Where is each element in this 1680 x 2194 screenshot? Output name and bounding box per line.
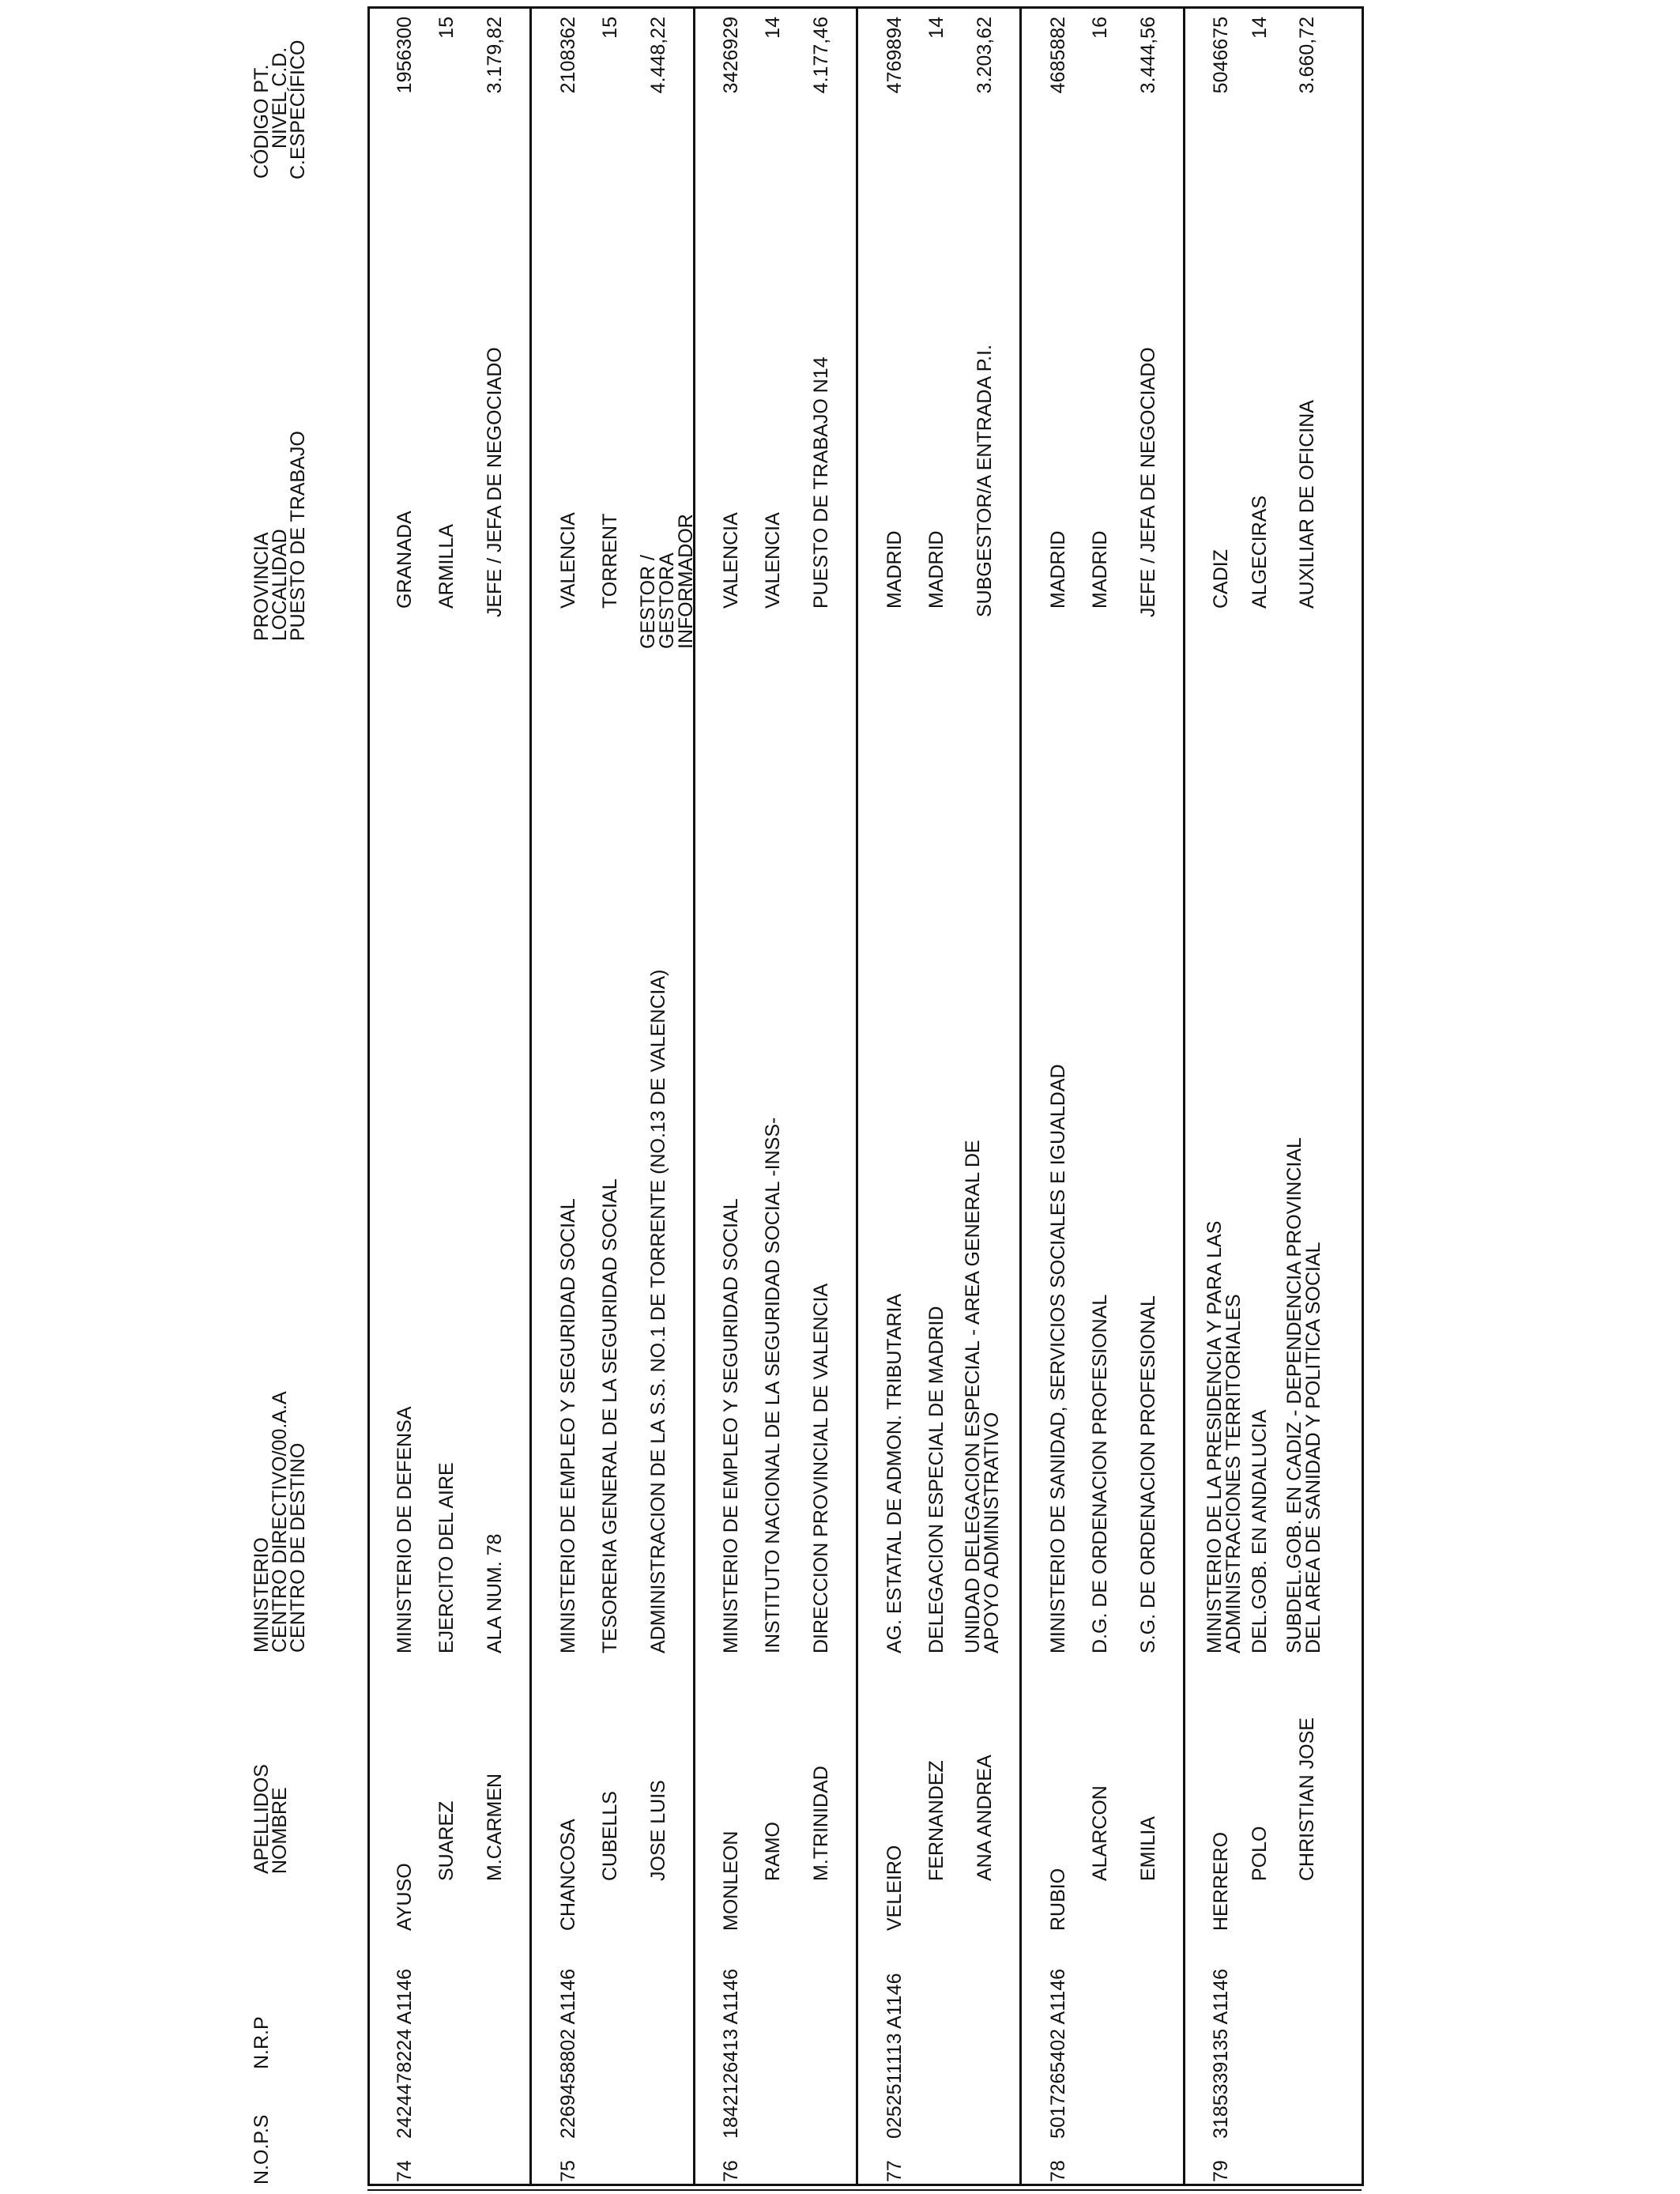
cell-nrp: 5017265402 A1146 bbox=[1047, 1968, 1069, 2139]
cell-centro-directivo: D.G. DE ORDENACION PROFESIONAL bbox=[1089, 1294, 1111, 1653]
cell-nivel: 14 bbox=[762, 17, 784, 39]
cell-puesto: GESTOR / GESTORA INFORMADOR bbox=[637, 514, 697, 649]
cell-nivel: 15 bbox=[599, 17, 621, 39]
cell-centro-destino: ADMINISTRACION DE LA S.S. NO.1 DE TORRENTE (NO.13 DE VALENCIA) bbox=[647, 969, 669, 1653]
cell-codigo: 5046675 bbox=[1210, 17, 1232, 94]
cell-codigo: 1956300 bbox=[394, 17, 416, 94]
header-nivel: NIVEL C.D. bbox=[269, 47, 291, 149]
cell-apellido1: MONLEON bbox=[720, 1830, 742, 1931]
cell-apellido1: AYUSO bbox=[394, 1863, 416, 1931]
cell-especifico: 3.444,56 bbox=[1137, 17, 1159, 94]
cell-codigo: 4685882 bbox=[1047, 17, 1069, 94]
cell-codigo: 2108362 bbox=[557, 17, 579, 94]
cell-puesto: PUESTO DE TRABAJO N14 bbox=[810, 356, 832, 609]
row-divider bbox=[1019, 9, 1022, 2186]
cell-nombre: EMILIA bbox=[1137, 1816, 1159, 1881]
cell-nivel: 16 bbox=[1089, 17, 1111, 39]
cell-nops: 75 bbox=[557, 2160, 579, 2182]
cell-puesto: SUBGESTOR/A ENTRADA P.I. bbox=[974, 344, 996, 617]
table-left-edge bbox=[367, 2189, 1362, 2191]
cell-localidad: ALGECIRAS bbox=[1249, 495, 1271, 609]
cell-nrp: 0252511113 A1146 bbox=[883, 1973, 906, 2139]
cell-nrp: 2424478224 A1146 bbox=[394, 1968, 416, 2139]
cell-localidad: MADRID bbox=[925, 530, 947, 609]
cell-nrp: 1842126413 A1146 bbox=[720, 1968, 742, 2139]
cell-nivel: 14 bbox=[1249, 17, 1271, 39]
cell-nombre: JOSE LUIS bbox=[647, 1780, 669, 1881]
header-apellidos: APELLIDOS bbox=[250, 1764, 273, 1874]
cell-centro-directivo: DEL.GOB. EN ANDALUCIA bbox=[1249, 1409, 1271, 1653]
cell-ministerio: MINISTERIO DE EMPLEO Y SEGURIDAD SOCIAL bbox=[557, 1198, 579, 1653]
cell-centro-destino: S.G. DE ORDENACION PROFESIONAL bbox=[1137, 1295, 1159, 1653]
cell-apellido1: HERRERO bbox=[1210, 1831, 1232, 1931]
cell-nops: 77 bbox=[883, 2160, 906, 2182]
header-especifico: C.ESPECÍFICO bbox=[287, 40, 309, 179]
header-nrp: N.R.P bbox=[250, 2016, 273, 2069]
cell-apellido2: RAMO bbox=[762, 1822, 784, 1881]
cell-centro-directivo: DELEGACION ESPECIAL DE MADRID bbox=[925, 1306, 947, 1653]
cell-nrp: 2269458802 A1146 bbox=[557, 1968, 579, 2139]
header-centro-directivo: CENTRO DIRECTIVO/00.A.A bbox=[269, 1391, 291, 1653]
cell-apellido1: RUBIO bbox=[1047, 1868, 1069, 1931]
header-ministerio: MINISTERIO bbox=[250, 1537, 273, 1653]
cell-provincia: VALENCIA bbox=[720, 512, 742, 609]
cell-especifico: 4.177,46 bbox=[810, 17, 832, 94]
header-puesto: PUESTO DE TRABAJO bbox=[287, 431, 309, 641]
cell-centro-destino: UNIDAD DELEGACION ESPECIAL - AREA GENERAL DE APOYO ADMINISTRATIVO bbox=[962, 1140, 1003, 1653]
cell-nops: 79 bbox=[1210, 2160, 1232, 2182]
cell-centro-destino: SUBDEL.GOB. EN CADIZ - DEPENDENCIA PROVINCIAL DEL AREA DE SANIDAD Y POLITICA SOCIAL bbox=[1283, 1138, 1324, 1653]
cell-nombre: CHRISTIAN JOSE bbox=[1296, 1717, 1318, 1881]
row-divider bbox=[1183, 9, 1185, 2186]
header-provincia: PROVINCIA bbox=[250, 532, 273, 641]
cell-ministerio: AG. ESTATAL DE ADMON. TRIBUTARIA bbox=[883, 1293, 906, 1653]
cell-codigo: 3426929 bbox=[720, 17, 742, 94]
header-localidad: LOCALIDAD bbox=[269, 529, 291, 641]
cell-apellido1: VELEIRO bbox=[883, 1845, 906, 1931]
cell-centro-directivo: INSTITUTO NACIONAL DE LA SEGURIDAD SOCIAL -INSS- bbox=[762, 1117, 784, 1653]
cell-nivel: 14 bbox=[925, 17, 947, 39]
cell-nombre: M.TRINIDAD bbox=[810, 1766, 832, 1881]
cell-nops: 74 bbox=[394, 2160, 416, 2182]
cell-nombre: ANA ANDREA bbox=[974, 1755, 996, 1881]
row-divider bbox=[856, 9, 858, 2186]
row-divider bbox=[693, 9, 695, 2186]
cell-provincia: MADRID bbox=[883, 530, 906, 609]
cell-provincia: MADRID bbox=[1047, 530, 1069, 609]
cell-centro-directivo: EJERCITO DEL AIRE bbox=[435, 1462, 458, 1653]
cell-especifico: 3.203,62 bbox=[974, 17, 996, 94]
cell-provincia: VALENCIA bbox=[557, 512, 579, 609]
cell-localidad: MADRID bbox=[1089, 530, 1111, 609]
cell-puesto: JEFE / JEFA DE NEGOCIADO bbox=[1137, 347, 1159, 617]
cell-puesto: JEFE / JEFA DE NEGOCIADO bbox=[484, 347, 506, 617]
header-nops: N.O.P.S bbox=[250, 2114, 273, 2185]
row-divider bbox=[529, 9, 532, 2186]
cell-puesto: AUXILIAR DE OFICINA bbox=[1296, 400, 1318, 609]
cell-ministerio: MINISTERIO DE SANIDAD, SERVICIOS SOCIALES E IGUALDAD bbox=[1047, 1064, 1069, 1653]
cell-ministerio: MINISTERIO DE DEFENSA bbox=[394, 1406, 416, 1653]
cell-especifico: 4.448,22 bbox=[647, 17, 669, 94]
cell-centro-directivo: TESORERIA GENERAL DE LA SEGURIDAD SOCIAL bbox=[599, 1178, 621, 1653]
cell-localidad: VALENCIA bbox=[762, 512, 784, 609]
cell-centro-destino: ALA NUM. 78 bbox=[484, 1533, 506, 1653]
cell-localidad: ARMILLA bbox=[435, 524, 458, 609]
cell-provincia: CADIZ bbox=[1210, 549, 1232, 609]
cell-nombre: M.CARMEN bbox=[484, 1773, 506, 1881]
cell-apellido2: FERNANDEZ bbox=[925, 1760, 947, 1881]
cell-apellido2: SUAREZ bbox=[435, 1800, 458, 1881]
cell-apellido2: POLO bbox=[1249, 1826, 1271, 1881]
cell-centro-destino: DIRECCION PROVINCIAL DE VALENCIA bbox=[810, 1283, 832, 1653]
cell-nivel: 15 bbox=[435, 17, 458, 39]
cell-apellido2: ALARCON bbox=[1089, 1785, 1111, 1881]
cell-localidad: TORRENT bbox=[599, 513, 621, 609]
cell-codigo: 4769894 bbox=[883, 17, 906, 94]
header-centro-destino: CENTRO DE DESTINO bbox=[287, 1442, 309, 1653]
cell-nops: 78 bbox=[1047, 2160, 1069, 2182]
header-nombre: NOMBRE bbox=[269, 1787, 291, 1874]
cell-nrp: 3185339135 A1146 bbox=[1210, 1968, 1232, 2139]
cell-apellido1: CHANCOSA bbox=[557, 1819, 579, 1931]
cell-provincia: GRANADA bbox=[394, 511, 416, 609]
cell-nops: 76 bbox=[720, 2160, 742, 2182]
cell-ministerio: MINISTERIO DE LA PRESIDENCIA Y PARA LAS ADMINISTRACIONES TERRITORIALES bbox=[1203, 1220, 1245, 1653]
header-codigo: CÓDIGO PT. bbox=[250, 64, 273, 179]
cell-especifico: 3.179,82 bbox=[484, 17, 506, 94]
cell-especifico: 3.660,72 bbox=[1296, 17, 1318, 94]
cell-ministerio: MINISTERIO DE EMPLEO Y SEGURIDAD SOCIAL bbox=[720, 1198, 742, 1653]
cell-apellido2: CUBELLS bbox=[599, 1791, 621, 1881]
